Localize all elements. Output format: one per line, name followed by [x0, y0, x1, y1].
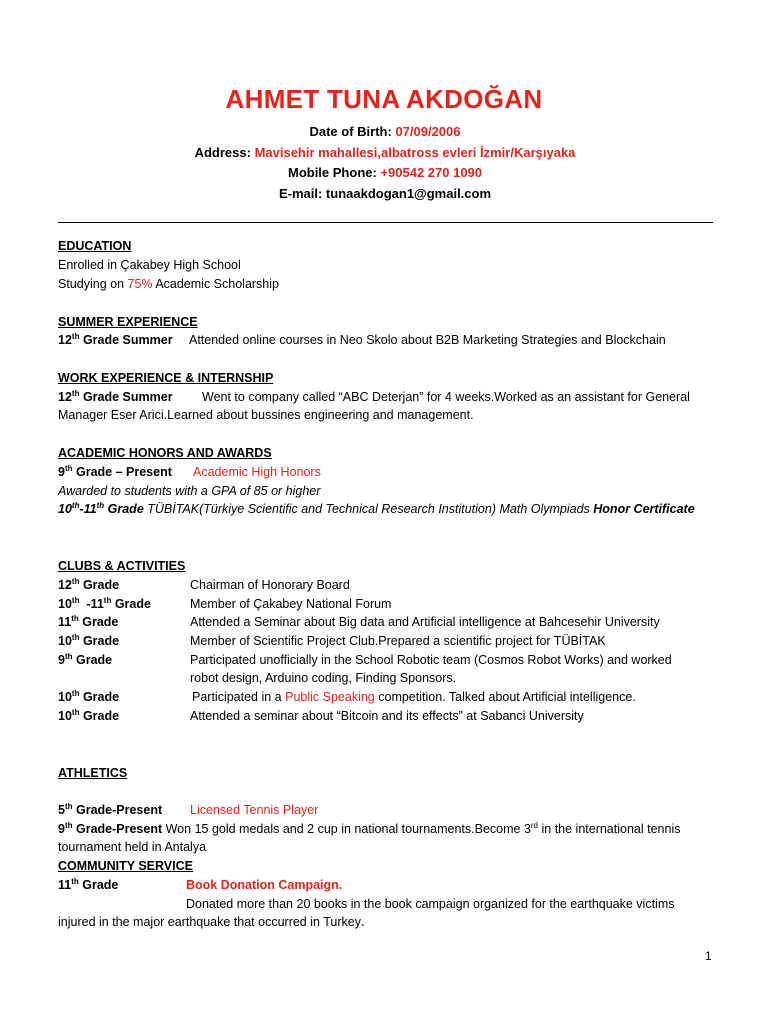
- honors-grade-1: [58, 465, 172, 479]
- honors-g2-award: Honor Certificate: [593, 502, 695, 516]
- grade-sup: th: [71, 707, 80, 717]
- athletics-heading: ATHLETICS: [58, 766, 128, 780]
- text-end: .: [360, 915, 365, 929]
- clubs-text-5b: robot design, Arduino coding, Finding Sponsors.: [190, 671, 457, 685]
- scholarship-prefix: Studying on: [58, 277, 128, 291]
- header-divider: [58, 222, 713, 223]
- clubs-text-5a: Participated unofficially in the School Robotic team (Cosmos Robot Works) and worked: [190, 653, 672, 667]
- education-heading: EDUCATION: [58, 239, 132, 253]
- phone-label: Mobile Phone:: [287, 165, 381, 180]
- phone-line: [0, 165, 768, 180]
- grade-num: 10: [58, 597, 72, 611]
- address-label: Address:: [194, 145, 255, 160]
- clubs-grade-4: [58, 634, 119, 648]
- clubs-text-2: Member of Çakabey National Forum: [190, 597, 392, 611]
- clubs-text-4: Member of Scientific Project Club.Prepared a scientific project for TÜBİTAK: [190, 634, 606, 648]
- education-scholarship: [58, 277, 279, 291]
- clubs-text-1: Chairman of Honorary Board: [190, 578, 350, 592]
- grade-num-b: -11: [79, 597, 104, 611]
- community-campaign: Book Donation Campaign.: [186, 878, 343, 892]
- summer-grade-rest: Grade Summer: [79, 333, 173, 347]
- clubs-text-7: Attended a seminar about “Bitcoin and its effects” at Sabanci University: [190, 709, 584, 723]
- grade-rest: Grade-Present: [72, 803, 163, 817]
- rank-sup: rd: [530, 820, 539, 830]
- grade-num: 9: [58, 653, 65, 667]
- clubs-text-3: Attended a Seminar about Big data and Artificial intelligence at Bahcesehir University: [190, 615, 660, 629]
- clubs-text-6: [192, 690, 636, 704]
- grade-num: 11: [58, 615, 72, 629]
- clubs-heading: CLUBS & ACTIVITIES: [58, 559, 186, 573]
- resume-name: AHMET TUNA AKDOĞAN: [225, 84, 543, 114]
- grade-rest: Grade: [78, 878, 119, 892]
- summer-grade-num: 12: [58, 333, 72, 347]
- work-grade: [58, 390, 173, 404]
- work-text-1: Went to company called “ABC Deterjan” for 4 weeks.Worked as an assistant for General: [202, 390, 690, 404]
- honors-g2-b-sup: th: [96, 500, 105, 510]
- honors-g2-rest: Grade: [104, 502, 144, 516]
- text-post: in the international tennis: [538, 822, 681, 836]
- work-text-2: Manager Eser Arici.Learned about bussines engineering and management.: [58, 408, 474, 422]
- grade-sup: th: [71, 876, 79, 886]
- summer-grade: [58, 333, 173, 347]
- community-heading: COMMUNITY SERVICE: [58, 859, 193, 873]
- grade-num: 5: [58, 803, 65, 817]
- grade-word: Grade: [79, 634, 120, 648]
- grade-sup: th: [64, 801, 73, 811]
- text-body: injured in the major earthquake that occurred in Turkey: [58, 915, 361, 929]
- address-line: [0, 145, 768, 160]
- honors-desc-1: Awarded to students with a GPA of 85 or higher: [58, 484, 321, 498]
- grade-num: 9: [58, 822, 65, 836]
- text-post: competition. Talked about Artificial intelligence.: [374, 690, 636, 704]
- honors-row-2: [58, 502, 695, 516]
- dob-value: 07/09/2006: [395, 124, 461, 139]
- grade-sup: th: [71, 595, 80, 605]
- clubs-grade-3: [58, 615, 118, 629]
- grade-sup: th: [64, 651, 73, 661]
- work-grade-sup: th: [71, 388, 80, 398]
- grade-sup: th: [103, 595, 112, 605]
- email-line: E-mail: tunaakdogan1@gmail.com: [278, 186, 492, 201]
- honors-award-1: Academic High Honors: [193, 465, 321, 479]
- clubs-grade-5: [58, 653, 112, 667]
- grade-num: 11: [58, 878, 72, 892]
- scholarship-suffix: Academic Scholarship: [152, 277, 279, 291]
- work-heading: WORK EXPERIENCE & INTERNSHIP: [58, 371, 274, 385]
- honors-g2-a-sup: th: [71, 500, 80, 510]
- grade-num: 10: [58, 709, 72, 723]
- honors-g1-rest: Grade – Present: [72, 465, 172, 479]
- honors-g1-num: 9: [58, 465, 65, 479]
- text-pre: Participated in a: [192, 690, 286, 704]
- athletics-row-2b: tournament held in Antalya: [58, 840, 207, 854]
- public-speaking: Public Speaking: [285, 690, 375, 704]
- page-number: 1: [705, 949, 712, 963]
- community-grade: [58, 878, 118, 892]
- grade-sup: th: [64, 820, 73, 830]
- grade-word: Grade: [79, 578, 120, 592]
- grade-sup: th: [71, 688, 80, 698]
- clubs-grade-2: [58, 597, 151, 611]
- grade-num: 12: [58, 578, 72, 592]
- grade-num: 10: [58, 634, 72, 648]
- clubs-grade-7: [58, 709, 119, 723]
- community-text-2: [58, 915, 364, 929]
- grade-rest: Grade-Present: [72, 822, 163, 836]
- education-school: Enrolled in Çakabey High School: [58, 258, 241, 272]
- honors-g2-text: TÜBİTAK(Türkiye Scientific and Technical Research Institution) Math Olympiads: [143, 502, 594, 516]
- grade-num: 10: [58, 690, 72, 704]
- work-grade-num: 12: [58, 390, 72, 404]
- clubs-grade-6: [58, 690, 119, 704]
- summer-text: Attended online courses in Neo Skolo about B2B Marketing Strategies and Blockchain: [189, 333, 666, 347]
- dob-line: [0, 124, 768, 139]
- dob-label: Date of Birth:: [309, 124, 396, 139]
- summer-grade-sup: th: [71, 331, 80, 341]
- text-pre: Won 15 gold medals and 2 cup in national tournaments.Become 3: [162, 822, 531, 836]
- address-value: Mavisehir mahallesi,albatross evleri İzmir/Karşıyaka: [254, 145, 576, 160]
- community-text-1: Donated more than 20 books in the book campaign organized for the earthquake victims: [186, 897, 675, 911]
- honors-g1-sup: th: [64, 463, 73, 473]
- honors-g2-a: 10: [58, 502, 72, 516]
- scholarship-percent: 75%: [127, 277, 153, 291]
- athletics-row-2: [58, 822, 680, 836]
- athletics-grade-1: [58, 803, 162, 817]
- athletics-text-1: Licensed Tennis Player: [190, 803, 319, 817]
- grade-word: Grade: [72, 653, 113, 667]
- summer-heading: SUMMER EXPERIENCE: [58, 315, 198, 329]
- grade-word: Grade: [79, 709, 120, 723]
- phone-value: +90542 270 1090: [380, 165, 483, 180]
- grade-word: Grade: [78, 615, 119, 629]
- grade-sup: th: [71, 632, 80, 642]
- grade-word: Grade: [79, 690, 120, 704]
- clubs-grade-1: [58, 578, 119, 592]
- work-grade-rest: Grade Summer: [79, 390, 173, 404]
- grade-sup: th: [71, 576, 80, 586]
- grade-sup: th: [71, 613, 79, 623]
- honors-heading: ACADEMIC HONORS AND AWARDS: [58, 446, 272, 460]
- grade-word: Grade: [111, 597, 151, 611]
- honors-g2-b: -11: [79, 502, 97, 516]
